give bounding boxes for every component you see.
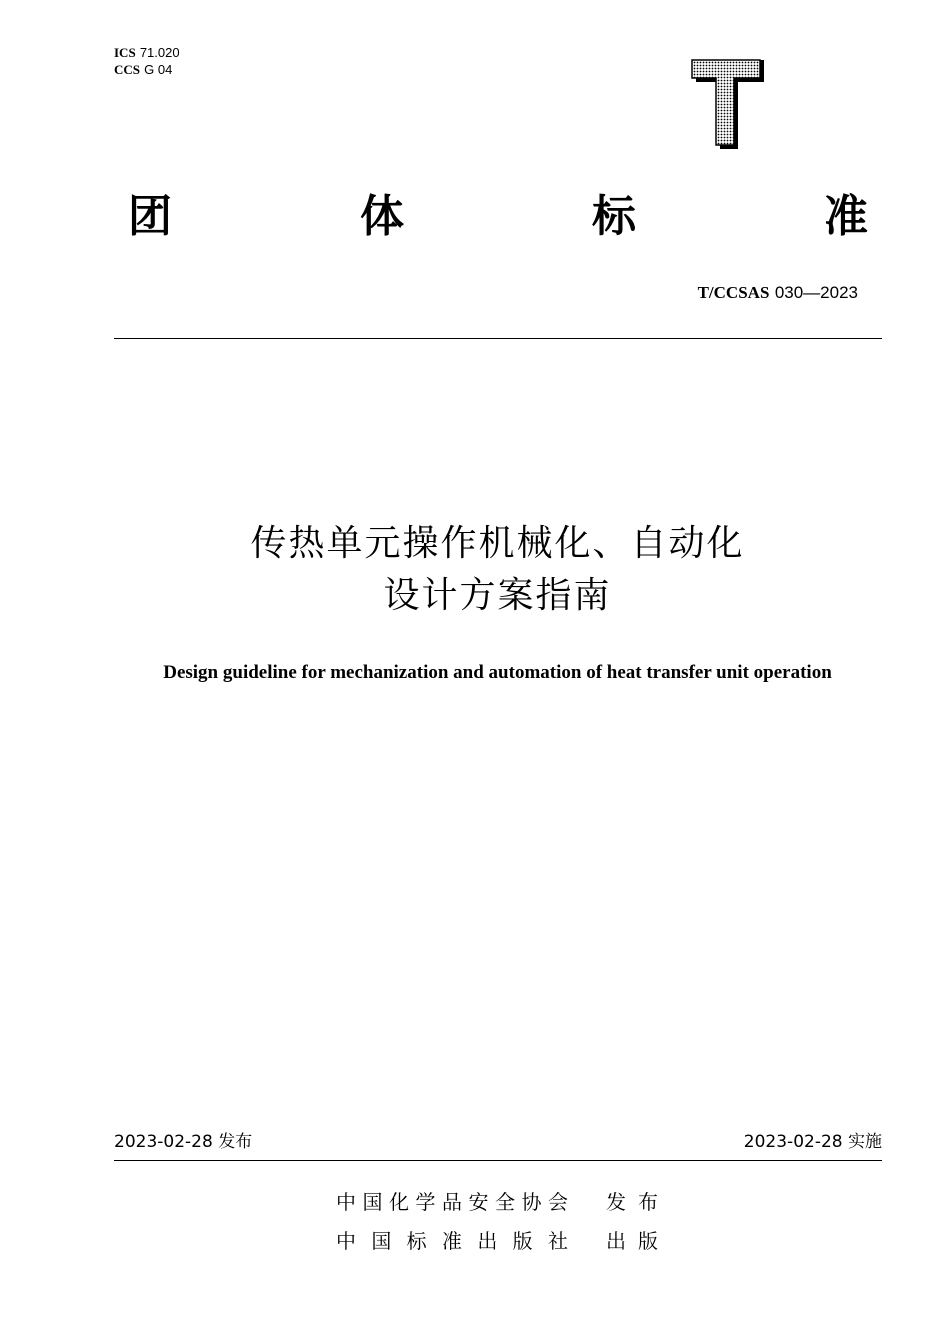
group-standard-t-logo-icon: [690, 58, 766, 151]
implementation-date: 2023-02-28 实施: [743, 1132, 882, 1152]
publisher-org: 中国化学品安全协会: [336, 1190, 568, 1214]
publisher-row: [336, 1227, 670, 1255]
ccs-label: CCS: [114, 62, 141, 77]
ics-label: ICS: [114, 45, 136, 60]
doc-type-char: 体: [360, 191, 404, 242]
publisher-role: 发布: [606, 1190, 670, 1214]
doc-number-value: 030—2023: [774, 283, 858, 302]
publisher-role: 出版: [606, 1229, 670, 1253]
chinese-title: [0, 518, 950, 622]
ccs-value: G 04: [144, 62, 173, 77]
doc-type-char: 团: [128, 191, 172, 242]
publisher-org: 中国标准出版社: [336, 1229, 568, 1253]
issue-date: 2023-02-28 发布: [114, 1132, 253, 1152]
chinese-title-line-1: 传热单元操作机械化、自动化: [250, 523, 745, 564]
document-number: [698, 282, 858, 304]
publisher-row: [336, 1188, 670, 1216]
english-title: Design guideline for mechanization and automation of heat transfer unit operation: [163, 662, 832, 683]
doc-type-char: 准: [824, 191, 868, 242]
ics-code: [114, 45, 180, 62]
ics-value: 71.020: [139, 45, 180, 60]
doc-type-char: 标: [592, 191, 636, 242]
classification-codes: [114, 45, 180, 79]
ccs-code: [114, 62, 180, 79]
bottom-divider: [114, 1160, 882, 1161]
chinese-title-line-2: 设计方案指南: [383, 575, 612, 616]
top-divider: [114, 338, 882, 339]
document-type-heading: [128, 190, 868, 244]
doc-number-prefix: T/CCSAS: [697, 283, 770, 302]
